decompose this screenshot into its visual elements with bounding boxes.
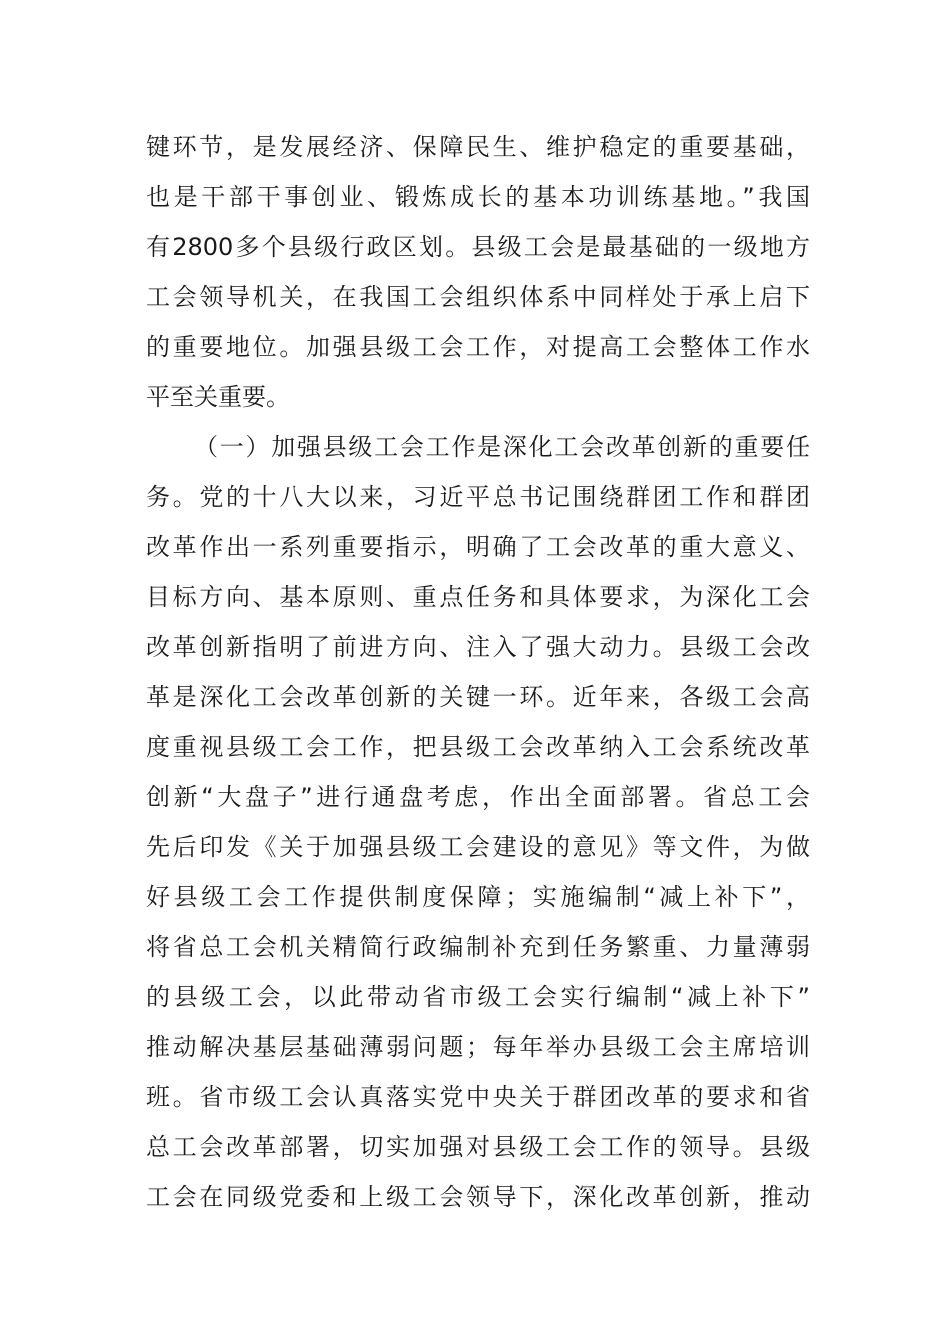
text-line: 改革创新指明了前进方向、注入了强大动力。县级工会改 <box>146 633 810 661</box>
section-heading-line: （一）加强县级工会工作是深化工会改革创新的重要任 <box>194 433 810 461</box>
text-line: 工会在同级党委和上级工会领导下，深化改革创新，推动 <box>146 1183 810 1211</box>
text-line: 平至关重要。 <box>146 383 290 411</box>
paragraph-2 <box>146 422 810 1222</box>
text-line: 先后印发《关于加强县级工会建设的意见》等文件，为做 <box>146 833 810 861</box>
paragraph-1 <box>146 122 810 422</box>
text-line: 也是干部干事创业、锻炼成长的基本功训练基地。”我国 <box>146 183 810 211</box>
text-line: 推动解决基层基础薄弱问题；每年举办县级工会主席培训 <box>146 1033 810 1061</box>
text-line: 总工会改革部署，切实加强对县级工会工作的领导。县级 <box>146 1133 810 1161</box>
body-text <box>146 122 810 1222</box>
text-line: 创新“大盘子”进行通盘考虑，作出全面部署。省总工会 <box>146 783 810 811</box>
text-line: 将省总工会机关精简行政编制补充到任务繁重、力量薄弱 <box>146 933 810 961</box>
text-line: 务。党的十八大以来，习近平总书记围绕群团工作和群团 <box>146 483 810 511</box>
text-line: 的县级工会，以此带动省市级工会实行编制“减上补下” <box>146 983 810 1011</box>
text-line: 目标方向、基本原则、重点任务和具体要求，为深化工会 <box>146 583 810 611</box>
text-line: 好县级工会工作提供制度保障；实施编制“减上补下”， <box>146 883 810 911</box>
text-line: 键环节，是发展经济、保障民生、维护稳定的重要基础， <box>146 133 810 161</box>
text-line: 度重视县级工会工作，把县级工会改革纳入工会系统改革 <box>146 733 810 761</box>
text-line: 工会领导机关，在我国工会组织体系中同样处于承上启下 <box>146 283 810 311</box>
text-line: 班。省市级工会认真落实党中央关于群团改革的要求和省 <box>146 1083 810 1111</box>
text-line: 有2800多个县级行政区划。县级工会是最基础的一级地方 <box>146 233 810 261</box>
text-line: 革是深化工会改革创新的关键一环。近年来，各级工会高 <box>146 683 810 711</box>
text-line: 改革作出一系列重要指示，明确了工会改革的重大意义、 <box>146 533 810 561</box>
text-line: 的重要地位。加强县级工会工作，对提高工会整体工作水 <box>146 333 810 361</box>
